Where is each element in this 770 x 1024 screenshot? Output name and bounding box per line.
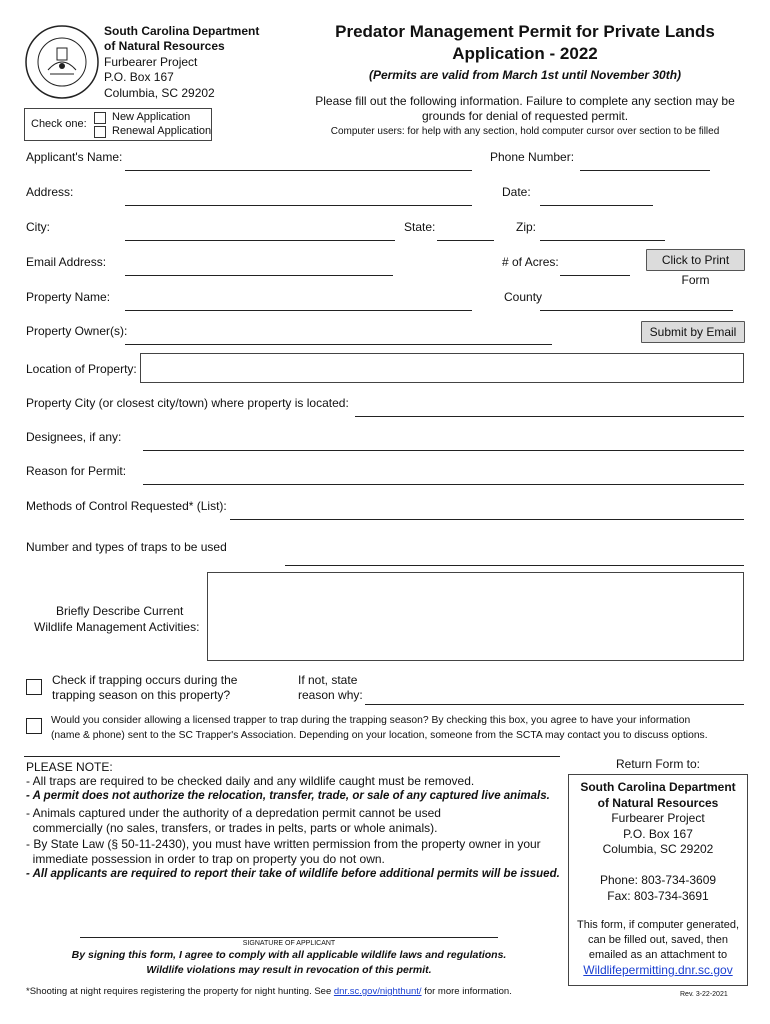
property-city-label: Property City (or closest city/town) where property is located: (26, 396, 349, 410)
location-field[interactable] (140, 353, 744, 383)
return-phone: Phone: 803-734-3609 (599, 873, 717, 887)
renewal-application-label: Renewal Application (112, 125, 212, 137)
note-5: - All applicants are required to report their take of wildlife before additional permits will be issued. (26, 868, 560, 880)
state-field[interactable] (437, 240, 494, 241)
property-name-label: Property Name: (26, 290, 111, 304)
city-label: City: (26, 220, 50, 234)
acres-label: # of Acres: (502, 255, 559, 269)
methods-label: Methods of Control Requested* (List): (26, 499, 227, 513)
instructions-2: grounds for denial of requested permit. (421, 109, 629, 123)
new-application-label: New Application (112, 111, 191, 123)
dept-name-1: South Carolina Department (104, 24, 260, 38)
wildlife-activities-field[interactable] (207, 572, 744, 661)
county-label: County (504, 290, 543, 304)
if-not-label-1: If not, state (298, 673, 358, 687)
submit-by-email-button[interactable]: Submit by Email (641, 321, 745, 343)
note-1: - All traps are required to be checked daily and any wildlife caught must be removed. (26, 774, 475, 788)
applicant-name-field[interactable] (125, 170, 472, 171)
return-line-3: Furbearer Project (611, 811, 705, 825)
designees-label: Designees, if any: (26, 430, 122, 444)
print-form-button[interactable]: Click to Print Form (646, 249, 745, 271)
acres-field[interactable] (560, 275, 630, 276)
page-subtitle: Application - 2022 (452, 44, 598, 63)
return-address-box (568, 774, 748, 986)
reason-label: Reason for Permit: (26, 464, 127, 478)
city-state: Columbia, SC 29202 (104, 86, 215, 100)
check-one-group (24, 108, 212, 141)
return-line-2: of Natural Resources (597, 796, 719, 810)
trapper-consent-checkbox[interactable] (26, 718, 42, 734)
email-field[interactable] (125, 275, 393, 276)
note-4a: - By State Law (§ 50-11-2430), you must have written permission from the property owner in your (26, 837, 541, 851)
signature-agree-2: Wildlife violations may result in revocation of this permit. (146, 964, 432, 976)
email-label: Email Address: (26, 255, 107, 269)
dept-name-2: of Natural Resources (104, 39, 225, 53)
phone-number-label: Phone Number: (490, 150, 575, 164)
address-field[interactable] (125, 205, 472, 206)
new-application-checkbox[interactable] (94, 112, 106, 124)
date-field[interactable] (540, 205, 653, 206)
trapping-check-label-1: Check if trapping occurs during the (52, 673, 238, 687)
signature-field[interactable] (80, 937, 498, 938)
return-note-1: This form, if computer generated, (576, 919, 739, 931)
reason-why-field[interactable] (365, 704, 744, 705)
property-city-field[interactable] (355, 416, 744, 417)
traps-label: Number and types of traps to be used (26, 540, 227, 554)
note-3b: commercially (no sales, transfers, or trades in pelts, parts or whole animals). (26, 821, 438, 835)
property-name-field[interactable] (125, 310, 472, 311)
describe-label-1: Briefly Describe Current (56, 604, 184, 618)
applicant-name-label: Applicant's Name: (26, 150, 123, 164)
trapping-season-checkbox[interactable] (26, 679, 42, 695)
describe-label-2: Wildlife Management Activities: (34, 620, 200, 634)
instructions-1: Please fill out the following information. Failure to complete any section may be (315, 94, 735, 108)
designees-field[interactable] (143, 450, 744, 451)
zip-label: Zip: (516, 220, 537, 234)
revision-date: Rev. 3-22-2021 (680, 991, 728, 998)
phone-number-field[interactable] (580, 170, 710, 171)
property-owners-field[interactable] (125, 344, 552, 345)
notes-heading: PLEASE NOTE: (26, 760, 113, 774)
note-2: - A permit does not authorize the relocation, transfer, trade, or sale of any captured live animals. (26, 790, 550, 802)
renewal-application-checkbox[interactable] (94, 126, 106, 138)
night-shooting-text: *Shooting at night requires registering the property for night hunting. See (26, 986, 334, 997)
page-title: Predator Management Permit for Private Lands (335, 22, 715, 41)
trapping-check-label-2: trapping season on this property? (52, 688, 231, 702)
project-name: Furbearer Project (104, 55, 198, 69)
return-heading: Return Form to: (615, 757, 701, 771)
return-line-5: Columbia, SC 29202 (602, 842, 714, 856)
return-line-1: South Carolina Department (580, 780, 736, 794)
location-label: Location of Property: (26, 362, 137, 376)
dnr-seal-logo (24, 24, 100, 100)
validity-note: (Permits are valid from March 1st until November 30th) (368, 68, 682, 82)
return-line-4: P.O. Box 167 (623, 827, 693, 841)
state-label: State: (404, 220, 436, 234)
property-owners-label: Property Owner(s): (26, 324, 128, 338)
night-shooting-suffix: for more information. (421, 986, 512, 997)
note-4b: immediate possession in order to trap on property you do not own. (26, 852, 385, 866)
help-text: Computer users: for help with any section, hold computer cursor over section to be filled (330, 126, 720, 137)
if-not-label-2: reason why: (298, 688, 363, 702)
notes-divider (24, 756, 560, 757)
address-label: Address: (26, 185, 74, 199)
county-field[interactable] (540, 310, 733, 311)
city-field[interactable] (125, 240, 395, 241)
zip-field[interactable] (540, 240, 665, 241)
return-note-3: emailed as an attachment to (588, 949, 728, 961)
signature-agree-1: By signing this form, I agree to comply with all applicable wildlife laws and regulations. (71, 949, 507, 961)
methods-field[interactable] (230, 519, 744, 520)
night-shooting-note (26, 986, 512, 997)
return-fax: Fax: 803-734-3691 (607, 889, 709, 903)
date-label: Date: (502, 185, 531, 199)
note-3a: - Animals captured under the authority of a depredation permit cannot be used (26, 806, 441, 820)
permitting-link[interactable]: Wildlifepermitting.dnr.sc.gov (583, 963, 733, 977)
trapper-text-2: (name & phone) sent to the SC Trapper's Association. Depending on your location, someone from the SCTA may contact you to discuss options. (51, 730, 708, 741)
po-box: P.O. Box 167 (104, 70, 174, 84)
traps-field[interactable] (285, 565, 744, 566)
nighthunt-link[interactable]: dnr.sc.gov/nighthunt/ (333, 986, 422, 997)
return-note-2: can be filled out, saved, then (587, 934, 729, 946)
signature-label: SIGNATURE OF APPLICANT (242, 940, 336, 947)
trapper-text-1: Would you consider allowing a licensed trapper to trap during the trapping season? By checking this box, you agree to have your information (51, 715, 691, 726)
check-one-label: Check one: (31, 118, 87, 130)
reason-field[interactable] (143, 484, 744, 485)
